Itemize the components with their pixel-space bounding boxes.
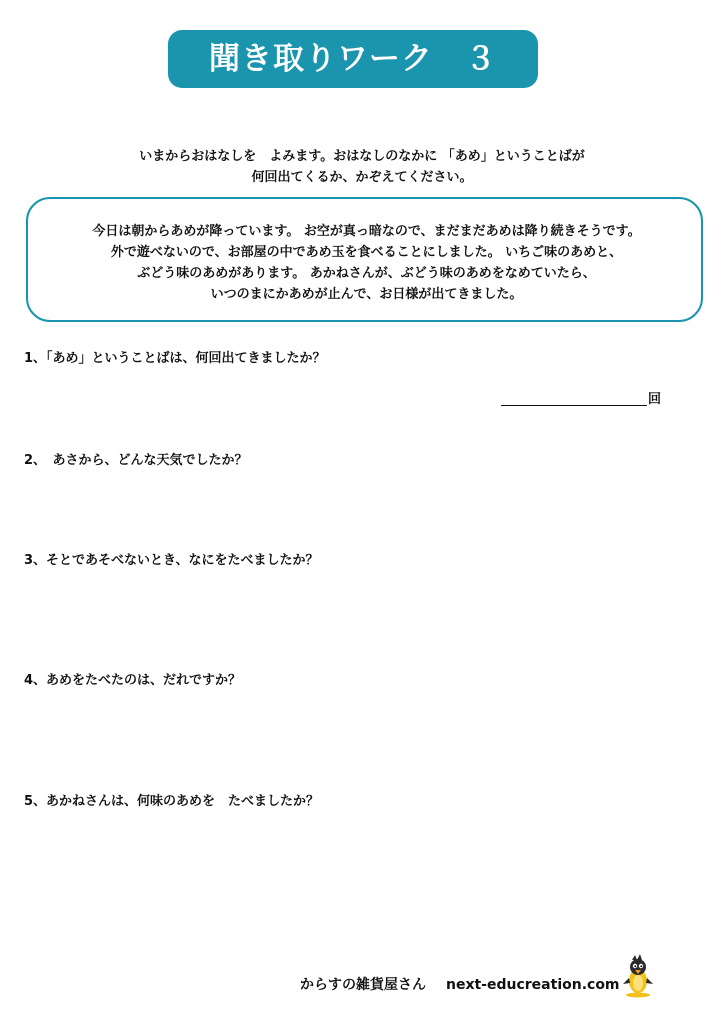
crow-mascot-icon xyxy=(620,954,656,998)
question-1: 1、「あめ」ということばは、何回出てきましたか？ xyxy=(24,351,326,366)
story-line: いつのまにかあめが止んで、お日様が出てきました。 xyxy=(210,287,523,302)
question-2: 2、 あさから、どんな天気でしたか？ xyxy=(24,453,248,468)
question-5: 5、あかねさんは、何味のあめを たべましたか？ xyxy=(24,794,320,809)
story-line: ぶどう味のあめがあります。 あかねさんが、ぶどう味のあめをなめていたら、 xyxy=(137,266,596,281)
page-title: 聞き取りワーク ３ xyxy=(168,30,538,88)
footer-site-link[interactable]: next-educreation.com xyxy=(446,977,620,993)
footer-brand: からすの雑貨屋さん xyxy=(300,977,426,993)
answer-unit: 回 xyxy=(648,392,662,407)
story-line: 外で遊べないので、お部屋の中であめ玉を食べることにしました。 いちご味のあめと、 xyxy=(110,245,623,260)
instruction-line-1: いまからおはなしを よみます。おはなしのなかに 「あめ」ということばが xyxy=(139,149,585,164)
answer-blank-1[interactable] xyxy=(501,405,647,406)
question-4: 4、あめをたべたのは、だれですか？ xyxy=(24,673,242,688)
question-3: 3、そとであそべないとき、なにをたべましたか？ xyxy=(24,553,319,568)
instruction-line-2: 何回出てくるか、かぞえてください。 xyxy=(251,170,473,185)
story-line: 今日は朝からあめが降っています。 お空が真っ暗なので、まだまだあめは降り続きそうです。 xyxy=(92,224,641,239)
story-box xyxy=(26,197,703,322)
